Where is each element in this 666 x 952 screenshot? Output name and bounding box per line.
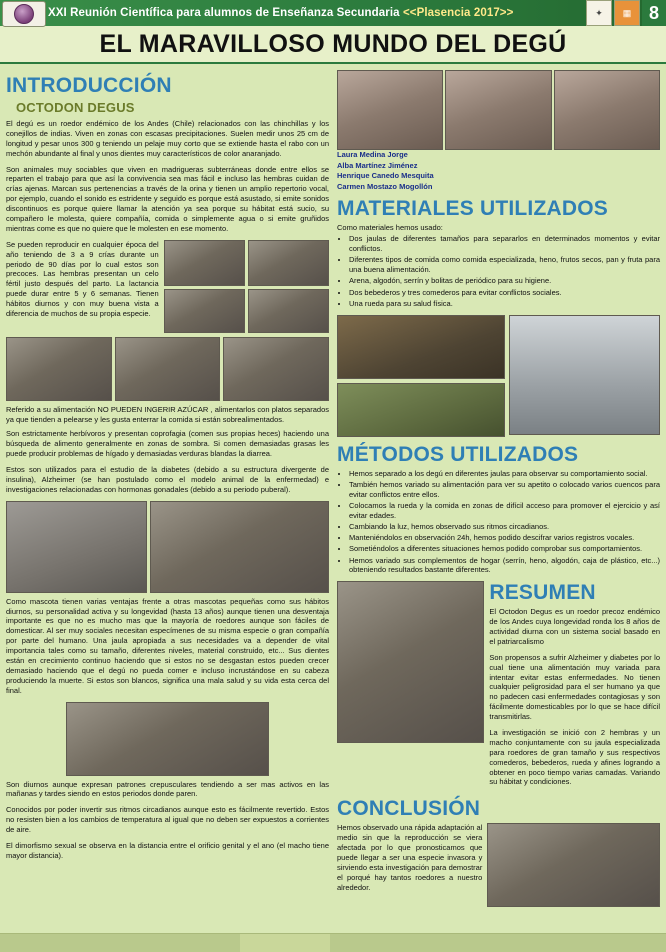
intro-paragraph-1: El degú es un roedor endémico de los Andes (Chile) relacionados con las chinchillas y los conejillos de indias. Viven en zonas con escasas precipitaciones. Suelen medir unos 25 cm de longitud y pesar unos 300 g teniendo un pelaje muy corto que se extiende hasta el rabo con un mechón abundante al final y unos dientes muy característicos de color anaranjado. <box>6 119 329 158</box>
metodos-item-3: • Colocamos la rueda y la comida en zonas de difícil acceso para promover el ejercicio y así evitar edades. <box>349 501 660 521</box>
section-title-materiales: MATERIALES UTILIZADOS <box>337 196 608 220</box>
caption-no-azucar: Referido a su alimentación NO PUEDEN INGERIR AZÚCAR , alimentarlos con platos separados ya que tienden a pelearse y les gusta enterrar la comida si están sobrealimentados. <box>6 404 329 424</box>
intro-photo-strip <box>6 337 329 401</box>
materiales-item-1: • Dos jaulas de diferentes tamaños para separarlos en determinados momentos y evitar conflictos. <box>349 234 660 254</box>
materiales-list <box>337 234 660 308</box>
degu-pair-photo <box>66 702 268 776</box>
author-name-4: Carmen Mostazo Mogollón <box>337 181 433 191</box>
intro-paragraph-6: Como mascota tienen varias ventajas frente a otras mascotas pequeñas como sus hábitos diurnos, su personalidad activa y su longevidad (hasta 13 años) aunque tienen una desventaja importante es que no es mucho mas que la mayoría de roedores aunque son fáciles de domesticar. Al ser muy sociales necesitan especímenes de su misma especie o gran compañía por parte del humano. Una jaula apropiada a sus necesidades va a depender de vital importancia tales como su tamaño, diferentes niveles, material construido, etc... Sus dientes están en crecimiento continuo haciendo que si estos no se desgastan estos pueden crecer demasiado haciendo que el degú no pueda comer e incluso incrustándose en su cabeza produciendo la muerte. Si estos son blancos, significa una mala salud y su vida esta cerca del final. <box>6 596 329 695</box>
degu-photo-6 <box>115 337 221 401</box>
orange-institution-logo-icon: ▦ <box>614 0 640 26</box>
section-title-introduccion: INTRODUCCIÓN <box>6 74 172 97</box>
congress-title-text: XXI Reunión Científica para alumnos de Enseñanza Secundaria <box>48 7 400 19</box>
authors-photo-3 <box>554 70 660 150</box>
page-title: EL MARAVILLOSO MUNDO DEL DEGÚ <box>99 29 567 58</box>
resumen-paragraph-2: Son propensos a sufrir Alzheimer y diabetes por lo cual tiene una alimentación muy variada para intentar evitar estas enfermedades. No tienen cualquier peligrosidad para el ser humano ya que no padecen casi enfermedades contagiosas y son fácilmente domesticables por lo que se hace difícil transmitirlas. <box>489 652 660 722</box>
materiales-item-5: • Una rueda para su salud física. <box>349 299 660 309</box>
degu-cage-photo <box>487 823 660 907</box>
degu-photo-3 <box>164 289 245 333</box>
author-name-3: Henrique Canedo Mesquita <box>337 171 434 181</box>
left-column <box>6 70 329 907</box>
hay-bedding-photo <box>337 383 505 437</box>
header-logos <box>586 0 666 26</box>
subtitle-octodon-degus: OCTODON DEGUS <box>16 100 135 115</box>
metodos-list <box>337 469 660 576</box>
authors-photo-strip <box>337 70 660 150</box>
intro-paragraph-9: El dimorfismo sexual se observa en la distancia entre el orificio genital y el ano (el macho tiene mayor distancia). <box>6 841 329 860</box>
materiales-intro: Como materiales hemos usado: <box>337 222 443 232</box>
authors-photo-1 <box>337 70 443 150</box>
degu-photo-1 <box>164 240 245 286</box>
authors-photo-2 <box>445 70 551 150</box>
intro-paragraph-4: Son estrictamente herbívoros y presentan coprofagia (comen sus propias heces) haciendo una búsqueda de alimento generalmente en zonas de sombra. Si comen demasiadas grasas les puede producir problemas de hígado y demasiadas verduras blandas la diarrea. <box>6 429 329 459</box>
metodos-item-2: • También hemos variado su alimentación para ver su apetito o colocado varios cuencos para evitar conflictos entre ellos. <box>349 480 660 500</box>
page-number: 8 <box>642 0 666 26</box>
section-title-conclusion: CONCLUSIÓN <box>337 797 481 821</box>
degu-closeup-photo <box>6 501 147 593</box>
metodos-item-5: • Manteniéndolos en observación 24h, hemos podido descifrar varios registros vocales. <box>349 533 660 543</box>
footer-strip <box>0 933 666 952</box>
degu-photo-2 <box>248 240 329 286</box>
metodos-item-6: • Sometiéndolos a diferentes situaciones hemos podido comprobar sus comportamientos. <box>349 544 660 554</box>
compass-logo-icon: ✦ <box>586 0 612 26</box>
resumen-paragraph-3: La investigación se inició con 2 hembras y un macho conjuntamente con su jaula especializada para roedores de gran tamaño y sus respectivos comederos, bebederos, rueda y afines logrando a obtener en poco tiempo varias camadas. Variando su hábitat y condiciones. <box>489 728 660 787</box>
mid-photo-strip <box>6 501 329 593</box>
materiales-item-2: • Diferentes tipos de comida como comida especializada, heno, frutos secos, pan y fruta para una buena alimentación. <box>349 255 660 275</box>
intro-paragraph-3: Se pueden reproducir en cualquier época del año teniendo de 3 a 9 crías durante un periodo de 90 días por lo cual estos son precoces. Las hembras presentan un celo fértil justo después del parto. La lactancia puede durar entre 5 y 6 semanas. Tienen hábitos diurnos y con muy buena vista a diferencia de muchos de su propia especie. <box>6 239 159 319</box>
section-title-metodos: MÉTODOS UTILIZADOS <box>337 442 579 466</box>
intro-paragraph-7: Son diurnos aunque expresan patrones crepusculares tendiendo a ser mas activos en las mañanas y tardes siendo en estos periodos donde paren. <box>6 779 329 799</box>
degu-group-photo <box>150 501 329 593</box>
cage-photo <box>509 315 660 435</box>
degu-photo-4 <box>248 289 329 333</box>
author-name-1: Laura Medina Jorge <box>337 150 408 159</box>
footer-segment-left <box>0 934 240 952</box>
footer-segment-right <box>330 934 666 952</box>
food-bowl-photo <box>337 315 505 379</box>
right-column <box>337 70 660 907</box>
shield-emblem <box>14 4 34 24</box>
degu-nest-photo <box>337 581 484 743</box>
materiales-item-3: • Arena, algodón, serrín y bolitas de periódico para su higiene. <box>349 276 660 286</box>
metodos-item-7: • Hemos variado sus complementos de hogar (serrín, heno, algodón, caja de plástico, etc...) obteniendo resultados bastante diferentes. <box>349 556 660 576</box>
degu-photo-7 <box>223 337 329 401</box>
congress-place-text: <<Plasencia 2017>> <box>402 7 514 19</box>
intro-paragraph-5: Estos son utilizados para el estudio de la diabetes (debido a su estructura divergente de insulina), Alzheimer (se han postulado como el modelo animal de la enfermedad) e investigaciones relacionadas con hormonas gonadales (debido a su periodo puberal). <box>6 464 329 494</box>
materiales-item-4: • Dos bebederos y tres comederos para evitar conflictos sociales. <box>349 288 660 298</box>
degu-photo-5 <box>6 337 112 401</box>
poster-title-bar <box>0 26 666 64</box>
ies-shield-logo-icon <box>2 1 46 27</box>
resumen-paragraph-1: El Octodon Degus es un roedor precoz endémico de los Andes cuya longevidad ronda los 8 años de actividad diurna con un sistema social basado en el patriarcalismo <box>489 607 660 646</box>
conclusion-paragraph-1: Hemos observado una rápida adaptación al medio sin que la reproducción se viera afectada por lo que pronosticamos que puede llegar a ser una especie invasora y sirviendo esta investigación para demostrar el porqué hay tantos roedores a nuestro alrededor. <box>337 823 483 892</box>
intro-paragraph-8: Conocidos por poder invertir sus ritmos circadianos aunque esto es fácilmente revertido. Estos no resisten bien a los cambios de temperatura al igual que no deben ser expuestos a corrientes de aire. <box>6 805 329 835</box>
author-name-2: Alba Martínez Jiménez <box>337 160 418 170</box>
congress-header-bar <box>0 0 666 26</box>
materials-photo-strip <box>337 315 660 437</box>
congress-title <box>48 7 513 19</box>
metodos-item-4: • Cambiando la luz, hemos observado sus ritmos circadianos. <box>349 522 660 532</box>
metodos-item-1: • Hemos separado a los degú en diferentes jaulas para observar su comportamiento social. <box>349 469 660 479</box>
authors-list <box>337 150 660 193</box>
intro-paragraph-2: Son animales muy sociables que viven en madrigueras subterráneas donde entre ellos se reparten el trabajo para que así la convivencia sea mas fácil e incluso las hembras cuidan de crías ajenas. Marcan sus pertenencias a través de la orina y tienen un amplio repertorio vocal, por ejemplo, cuando el sonido es estridente y seguido es porque está asustado, si emite sonidos discontinuos es porque quiere llamar la atención ya sea porque su hábitat está sucio, su compañero le molesta, quiere compañía, comida o simplemente agua o si emite gruñidos mientras come es que no quiere que le molesten en ese momento. <box>6 164 329 233</box>
section-title-resumen: RESUMEN <box>489 581 596 605</box>
poster-columns <box>0 64 666 907</box>
